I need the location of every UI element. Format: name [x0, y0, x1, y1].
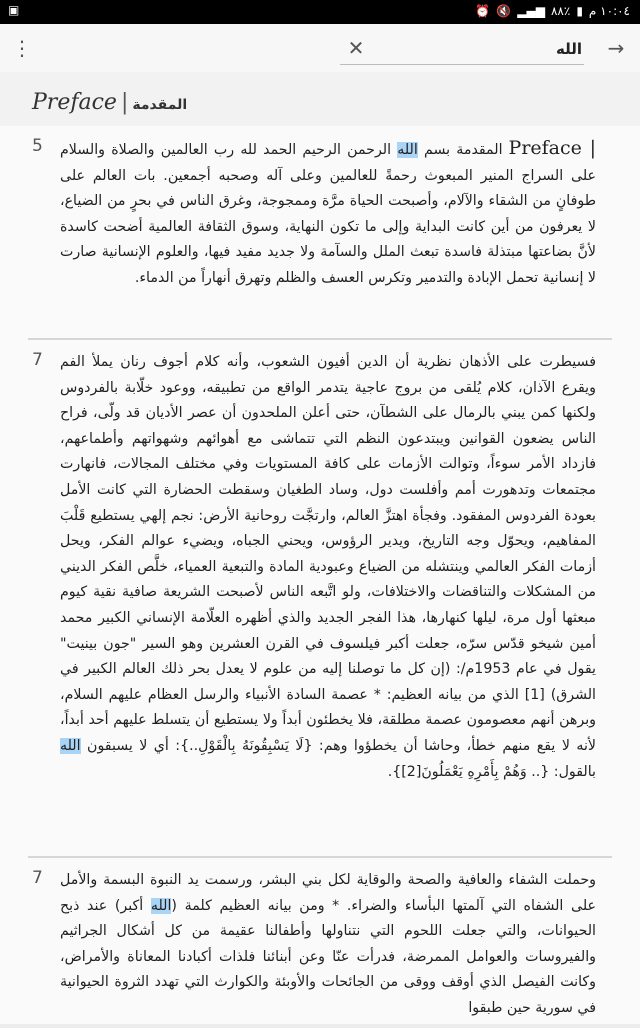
page-number: 7 [32, 868, 43, 888]
preface-label: Preface | [508, 137, 597, 159]
text-after: أكبر) عند ذبح الحيوانات، والتي جعلت اللحوم التي نتناولها وأطفالنا عقيمة من كل أشكال الجراثيم والفيروسات والعوامل الممرضة، فدرأت عنّا وعن أبنائنا فلذات أكبادنا المعاناة والأمراض، وكانت الفيصل الذي أوقف ووقى من الجائحات والأوبئة والكوارث التي تهدد الثروة الحيوانية في سورية حين طبقوا [60, 897, 596, 1016]
search-input[interactable] [340, 34, 584, 65]
close-icon[interactable]: ✕ [347, 36, 365, 60]
search-highlight: الله [150, 897, 172, 914]
text-before: فسيطرت على الأذهان نظرية أن الدين أفيون الشعوب، وأنه كلام أجوف رنان يملأ الفم ويقرع الآذان، كلام يُلقى من بروج عاجية يتدمر الواقع من تطبيقه، ووعود خلّابة بالفردوس ولكنها كمن يبني بالرمال على الشطآن، حتى أعلن الملحدون أن عصر الأديان قد ولّى، فراح الناس يضعون القوانين ويبتدعون النظم التي تتماشى مع أهوائهم وشهواتهم وأطماعهم، فازداد الأمر سوءاً، وتوالت الأزمات على كافة المستويات وفي مختلف المجالات، فانهارت مجتمعات وتدهورت أمم وأفلست دول، وساد الطغيان وسقطت الحضارة التي كانت الأمل بعودة الفردوس المفقود. وفجأة اهتزَّ العالم، وارتجَّت روحانية الأرض: نجم إلهي يستطيع قَلْبَ المفاهيم، ويحوّل وجه التاريخ، ويدير الرؤوس، ويحني الجباه، ويضيء عوالم الفكر، ويحل أزمات الفكر العالمي وينتشله من الضياع وعبودية المادة والتبعية العمياء، خلَّص الفكر الديني من المشكلات والتناقضات والاختلافات، ولو اتَّبعه الناس لأصبحت الشريعة صافية نقية كيوم مبعثها أول مرة، ليلها كنهارها، هذا الفجر الجديد والذي أظهره العلّامة الإنساني الكبير محمد أمين شيخو قدّس سرّه، جعلت أكبر فيلسوف في القرن العشرين وهو السير "جون بينيت" يقول في عام 1953م/: (إن كل ما توصلنا إليه من علوم لا يعدل بحر ذلك العالم الكبير في الشرق) [1] الذي من بيانه العظيم: * عصمة السادة الأنبياء والرسل العظام عليهم السلام، وبرهن أنهم معصومون عصمة مطلقة، فلا يخطئون أبداً ولا يستطيع أن يتسلط عليهم أحد أبداً، لأنه لا يقع منهم خطأ، وحاشا أن يخطؤوا وهم: {لَا يَسْبِقُونَهُ بِالْقَوْلِ..}: أي لا يسبقون [60, 354, 596, 754]
search-toolbar [0, 24, 640, 73]
result-card[interactable] [28, 340, 612, 858]
mute-icon: 🔇 [496, 4, 512, 18]
text-after: الرحمن الرحيم الحمد لله رب العالمين والصلاة والسلام على السراج المنير المبعوث رحمةً للعالمين وعلى آله وصحبه أجمعين. بات العالم على طوفانٍ من الشقاء والآلام، وأصبحت الحياة مرَّة وممجوجة، وغرق الناس في بحرٍ من الضياع، لا يعرفون من أين كانت البداية وإلى ما تكون النهاية، وسوق الثقافة العالمية أضحت كاسدة لأنَّ بضاعتها مبتذلة فاسدة تبعث الملل والسآمة ولا جديد مفيد فيها، والعلوم الإنسانية صارت لا إنسانية تحمل الإبادة والتدمير وتكرس العسف والظلم وتهرق أنهاراً من الدماء. [60, 142, 596, 286]
notification-icons [8, 3, 19, 17]
result-text [60, 136, 596, 292]
more-vert-icon[interactable]: ⋮ [12, 36, 32, 60]
battery-icon: ▮ [576, 4, 583, 18]
title-ar: المقدمة [132, 97, 188, 113]
search-highlight: الله [60, 737, 81, 754]
page-number: 7 [32, 350, 43, 370]
result-card[interactable] [28, 126, 612, 340]
alarm-icon: ⏰ [475, 4, 491, 18]
results-list [0, 126, 640, 1024]
text-before: المقدمة بسم [417, 142, 503, 158]
status-bar [0, 0, 640, 24]
signal-icon: ▂▄▆ [517, 4, 545, 18]
notification-icon: ▣ [8, 3, 20, 17]
text-before: وحملت الشفاء والعافية والصحة والوقاية لكل بني البشر، ورسمت يد النبوة البسمة والأمل على الشفاه التي آلمتها البأساء والضراء. * ومن بيانه العظيم كلمة ( [60, 872, 596, 914]
result-text [60, 868, 596, 1022]
result-card[interactable] [28, 858, 612, 1028]
title-en: Preface [32, 90, 117, 115]
page-title [32, 90, 187, 115]
clock: ١٠:٠٤ م [588, 4, 630, 18]
search-highlight: الله [397, 142, 418, 158]
title-separator: | [120, 90, 129, 115]
section-header [0, 72, 640, 126]
battery-percent: ٨٨٪ [550, 4, 571, 18]
page-number: 5 [32, 136, 43, 156]
result-text [60, 350, 596, 785]
arrow-right-icon[interactable]: → [607, 36, 625, 60]
text-after: بالقول: {.. وَهُمْ بِأَمْرِهِ يَعْمَلُونَ[2]}. [387, 763, 596, 780]
status-right [475, 4, 630, 18]
